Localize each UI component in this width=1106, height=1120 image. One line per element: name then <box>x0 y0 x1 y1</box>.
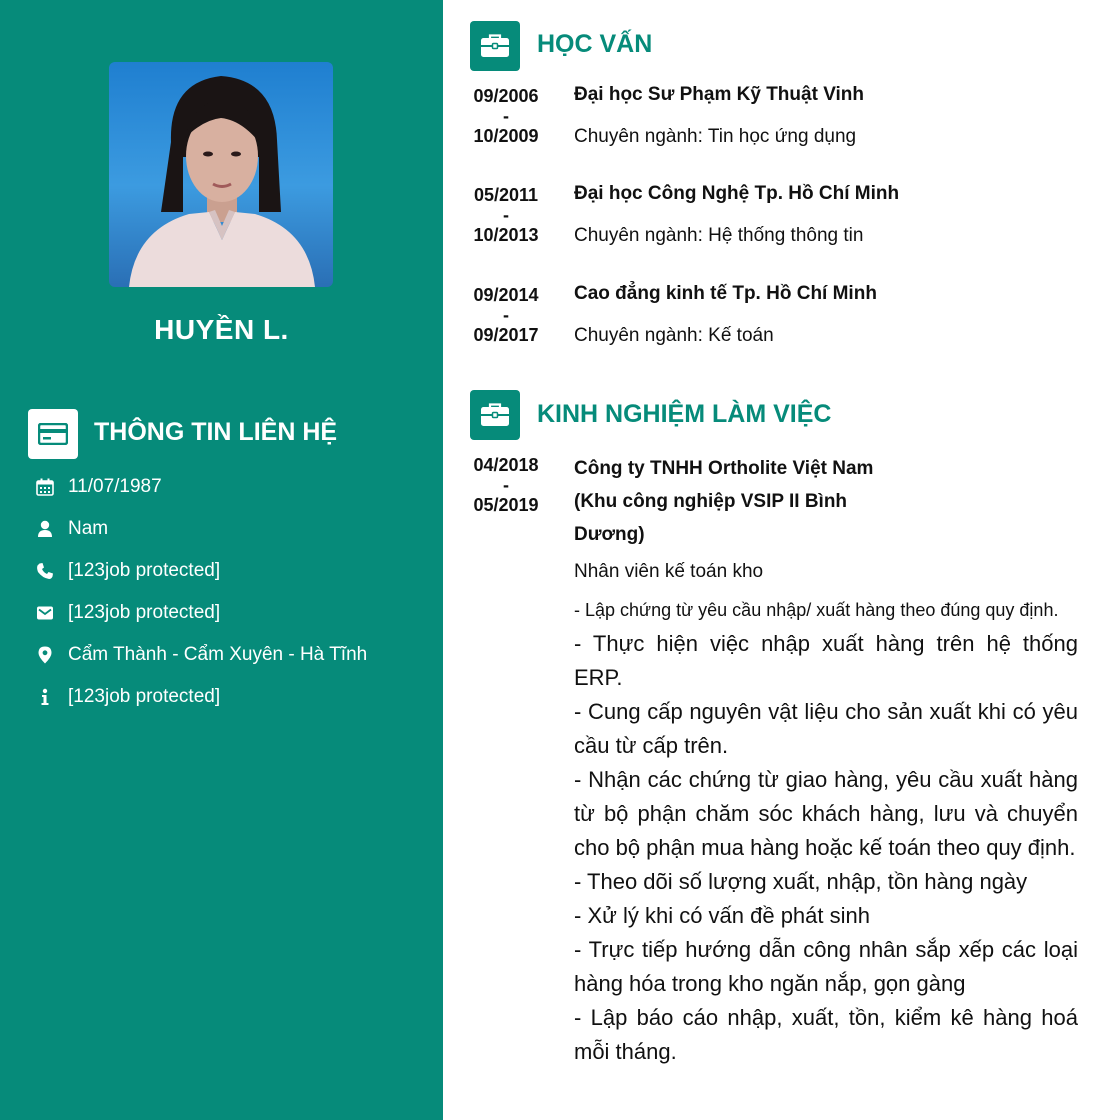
experience-duties <box>574 594 1078 1069</box>
education-major: Chuyên ngành: Kế toán <box>574 325 774 346</box>
contact-email <box>34 592 367 634</box>
contact-email-text: [123job protected] <box>68 602 221 623</box>
education-end-date: 10/2009 <box>473 126 539 146</box>
envelope-icon <box>34 602 56 624</box>
date-separator: - <box>503 106 509 126</box>
calendar-icon <box>34 476 56 498</box>
sidebar <box>0 0 443 1120</box>
candidate-name: HUYỀN L. <box>154 314 289 345</box>
education-school: Đại học Công Nghệ Tp. Hồ Chí Minh <box>574 183 900 204</box>
briefcase-icon <box>470 390 520 440</box>
education-school: Cao đẳng kinh tế Tp. Hồ Chí Minh <box>574 283 877 304</box>
experience-position: Nhân viên kế toán kho <box>574 561 764 582</box>
contact-phone-text: [123job protected] <box>68 560 221 581</box>
contact-list <box>34 466 367 718</box>
education-section-title: HỌC VẤN <box>537 30 653 58</box>
education-end-date: 10/2013 <box>473 225 539 245</box>
education-school: Đại học Sư Phạm Kỹ Thuật Vinh <box>574 84 865 105</box>
contact-gender-text: Nam <box>68 518 109 539</box>
profile-photo <box>109 62 333 287</box>
info-icon <box>34 686 56 708</box>
education-date-range <box>468 86 544 146</box>
main-content <box>443 0 1106 1120</box>
education-start-date: 09/2006 <box>473 86 539 106</box>
education-start-date: 05/2011 <box>473 185 539 205</box>
contact-address-text: Cẩm Thành - Cẩm Xuyên - Hà Tĩnh <box>68 644 368 665</box>
education-date-range <box>468 285 544 345</box>
education-major: Chuyên ngành: Hệ thống thông tin <box>574 225 864 246</box>
user-icon <box>34 518 56 540</box>
contact-phone <box>34 550 367 592</box>
experience-section-title: KINH NGHIỆM LÀM VIỆC <box>537 400 832 428</box>
experience-start-date: 04/2018 <box>473 455 539 475</box>
duty-item: - Thực hiện việc nhập xuất hàng trên hệ thống ERP. <box>574 631 1078 690</box>
map-marker-icon <box>34 644 56 666</box>
date-separator: - <box>503 205 509 225</box>
briefcase-icon <box>470 21 520 71</box>
duty-item: - Lập báo cáo nhập, xuất, tồn, kiểm kê hàng hoá mỗi tháng. <box>574 1005 1078 1064</box>
duty-item: - Theo dõi số lượng xuất, nhập, tồn hàng ngày <box>574 869 1028 894</box>
date-separator: - <box>503 305 509 325</box>
phone-icon <box>34 560 56 582</box>
education-start-date: 09/2014 <box>473 285 539 305</box>
education-major: Chuyên ngành: Tin học ứng dụng <box>574 126 857 147</box>
contact-gender <box>34 508 367 550</box>
experience-end-date: 05/2019 <box>473 495 539 515</box>
contact-birthdate-text: 11/07/1987 <box>68 476 162 497</box>
education-end-date: 09/2017 <box>473 325 539 345</box>
duty-item: - Trực tiếp hướng dẫn công nhân sắp xếp các loại hàng hóa trong kho ngăn nắp, gọn gàng <box>574 937 1078 996</box>
contact-birthdate <box>34 466 367 508</box>
credit-card-icon <box>28 409 78 459</box>
date-separator: - <box>503 475 509 495</box>
duty-item: - Cung cấp nguyên vật liệu cho sản xuất khi có yêu cầu từ cấp trên. <box>574 699 1078 758</box>
duty-item: - Nhận các chứng từ giao hàng, yêu cầu xuất hàng từ bộ phận chăm sóc khách hàng, lưu và chuyển cho bộ phận mua hàng hoặc kế toán theo quy định. <box>574 767 1078 860</box>
experience-date-range <box>468 455 544 515</box>
contact-info <box>34 676 367 718</box>
contact-section-title: THÔNG TIN LIÊN HỆ <box>94 418 338 446</box>
contact-info-text: [123job protected] <box>68 686 221 707</box>
duty-item: - Xử lý khi có vấn đề phát sinh <box>574 903 870 928</box>
education-date-range <box>468 185 544 245</box>
contact-address <box>34 634 367 676</box>
experience-company: Công ty TNHH Ortholite Việt Nam (Khu công nghiệp VSIP II Bình Dương) <box>574 458 874 545</box>
duty-item: - Lập chứng từ yêu cầu nhập/ xuất hàng theo đúng quy định. <box>574 600 1059 620</box>
